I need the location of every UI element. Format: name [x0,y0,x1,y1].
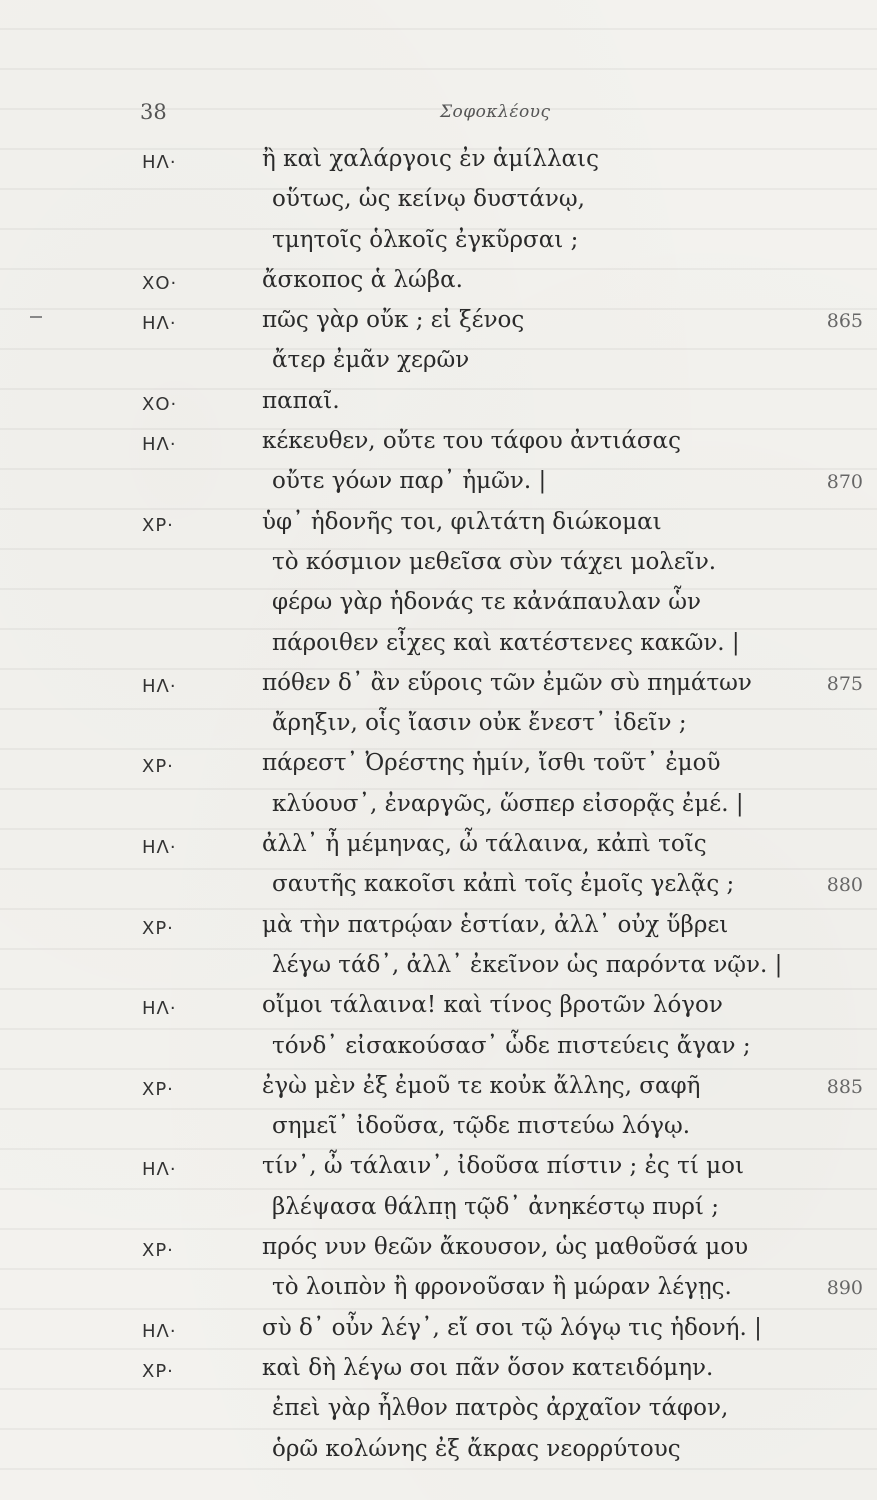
verse-text: ἄσκοπος ἁ λώβα. [262,266,463,293]
verse-text: τίν᾽, ὦ τάλαιν᾽, ἰδοῦσα πίστιν ; ἐς τί μοι [262,1153,744,1180]
line-number: 890 [826,1277,863,1300]
speaker-label: ΧΟ· [142,393,178,415]
verse-text: πάροιθεν εἶχες καὶ κατέστενες κακῶν. | [272,629,740,656]
verse-line [0,267,877,307]
verse-text: πόθεν δ᾽ ἂν εὕροις τῶν ἐμῶν σὺ πημάτων [262,669,752,696]
verse-text: οὔτε γόων παρ᾽ ἡμῶν. | [272,468,547,495]
verse-line [0,992,877,1032]
verse-text: κέκευθεν, οὔτε του τάφου ἀντιάσας [262,428,681,455]
page-number: 38 [140,100,167,124]
speaker-label: ΗΛ· [142,1320,177,1342]
verse-text: ἢ καὶ χαλάργοις ἐν ἁμίλλαις [262,146,599,172]
verse-text: ἄρηξιν, οἷς ἴασιν οὐκ ἔνεστ᾽ ἰδεῖν ; [272,710,687,737]
speaker-label: ΗΛ· [142,998,177,1020]
speaker-label: ΗΛ· [142,675,177,697]
verse-text: σαυτῆς κακοῖσι κἀπὶ τοῖς ἐμοῖς γελᾷς ; [272,871,735,898]
line-number: 880 [826,874,863,897]
verse-line [0,1194,877,1234]
running-title: Σοφοκλέους [440,102,551,122]
verse-line [0,1073,877,1113]
verse-text: ὑφ᾽ ἡδονῆς τοι, φιλτάτη διώκομαι [262,508,662,535]
verse-text: κλύουσ᾽, ἐναργῶς, ὥσπερ εἰσορᾷς ἐμέ. | [272,790,744,817]
verse-line [0,1395,877,1435]
verse-line [0,509,877,549]
verse-text: ὁρῶ κολώνης ἐξ ἄκρας νεορρύτους [272,1435,681,1462]
verse-text: τὸ κόσμιον μεθεῖσα σὺν τάχει μολεῖν. [272,548,717,575]
verse-line [0,750,877,790]
speaker-label: ΧΡ· [142,514,174,536]
verse-text: σὺ δ᾽ οὖν λέγ᾽, εἴ σοι τῷ λόγῳ τις ἡδονή. | [262,1314,762,1341]
line-number: 865 [826,310,863,333]
verse-line [0,468,877,508]
verse-text: καὶ δὴ λέγω σοι πᾶν ὅσον κατειδόμην. [262,1354,714,1381]
speaker-label: ΗΛ· [142,313,177,335]
verse-line [0,1153,877,1193]
verse-line [0,307,877,347]
verse-text: πάρεστ᾽ Ὀρέστης ἡμίν, ἴσθι τοῦτ᾽ ἐμοῦ [262,750,721,777]
verse-text: λέγω τάδ᾽, ἀλλ᾽ ἐκεῖνον ὡς παρόντα νῷν. | [272,951,783,978]
verse-line [0,388,877,428]
line-number: 885 [826,1075,863,1098]
verse-text: ἐγὼ μὲν ἐξ ἐμοῦ τε κοὐκ ἄλλης, σαφῆ [262,1072,701,1099]
page-header [140,100,860,130]
verse-line [0,1113,877,1153]
verse-line [0,1315,877,1355]
speaker-label: ΧΡ· [142,1240,174,1262]
verse-text: βλέψασα θάλπῃ τῷδ᾽ ἀνηκέστῳ πυρί ; [272,1193,719,1220]
verse-line [0,831,877,871]
verse-text: μὰ τὴν πατρῴαν ἑστίαν, ἀλλ᾽ οὐχ ὕβρει [262,911,729,938]
verse-line [0,952,877,992]
verse-text: πῶς γὰρ οὔκ ; εἰ ξένος [262,307,525,334]
speaker-label: ΗΛ· [142,1159,177,1181]
speaker-label: ΗΛ· [142,434,177,456]
verse-line [0,1355,877,1395]
verse-line [0,670,877,710]
verse-line [0,912,877,952]
verse-line [0,710,877,750]
verse-line [0,186,877,226]
verse-line [0,630,877,670]
verse-line [0,1436,877,1476]
verse-line [0,549,877,589]
verse-line [0,227,877,267]
verse-line [0,791,877,831]
verse-line [0,347,877,387]
verse-text: τόνδ᾽ εἰσακούσασ᾽ ὧδε πιστεύεις ἄγαν ; [272,1032,751,1059]
line-number: 875 [826,672,863,695]
verse-text: ἀλλ᾽ ἦ μέμηνας, ὦ τάλαινα, κἀπὶ τοῖς [262,831,707,858]
verse-line [0,871,877,911]
speaker-label: ΧΟ· [142,272,178,294]
verse-text: ἄτερ ἐμᾶν χερῶν [272,347,470,374]
speaker-label: ΧΡ· [142,756,174,778]
verse-block [0,146,877,1476]
verse-line [0,589,877,629]
line-number: 870 [826,471,863,494]
verse-line [0,146,877,186]
verse-line [0,1234,877,1274]
speaker-label: ΧΡ· [142,917,174,939]
verse-text: οἴμοι τάλαινα! καὶ τίνος βροτῶν λόγον [262,992,723,1019]
verse-text: φέρω γὰρ ἡδονάς τε κἀνάπαυλαν ὧν [272,589,702,616]
verse-text: σημεῖ᾽ ἰδοῦσα, τῷδε πιστεύω λόγῳ. [272,1113,691,1140]
verse-text: οὕτως, ὡς κείνῳ δυστάνῳ, [272,186,585,213]
verse-line [0,1033,877,1073]
speaker-label: ΧΡ· [142,1360,174,1382]
speaker-label: ΧΡ· [142,1078,174,1100]
verse-text: παπαῖ. [262,387,340,414]
verse-line [0,1274,877,1314]
verse-text: τὸ λοιπὸν ἢ φρονοῦσαν ἢ μώραν λέγῃς. [272,1274,732,1301]
verse-line [0,428,877,468]
speaker-label: ΗΛ· [142,837,177,859]
verse-text: τμητοῖς ὁλκοῖς ἐγκῦρσαι ; [272,226,579,253]
verse-text: πρός νυν θεῶν ἄκουσον, ὡς μαθοῦσά μου [262,1234,749,1261]
speaker-label: ΗΛ· [142,152,177,173]
verse-text: ἐπεὶ γὰρ ἦλθον πατρὸς ἀρχαῖον τάφον, [272,1395,729,1422]
